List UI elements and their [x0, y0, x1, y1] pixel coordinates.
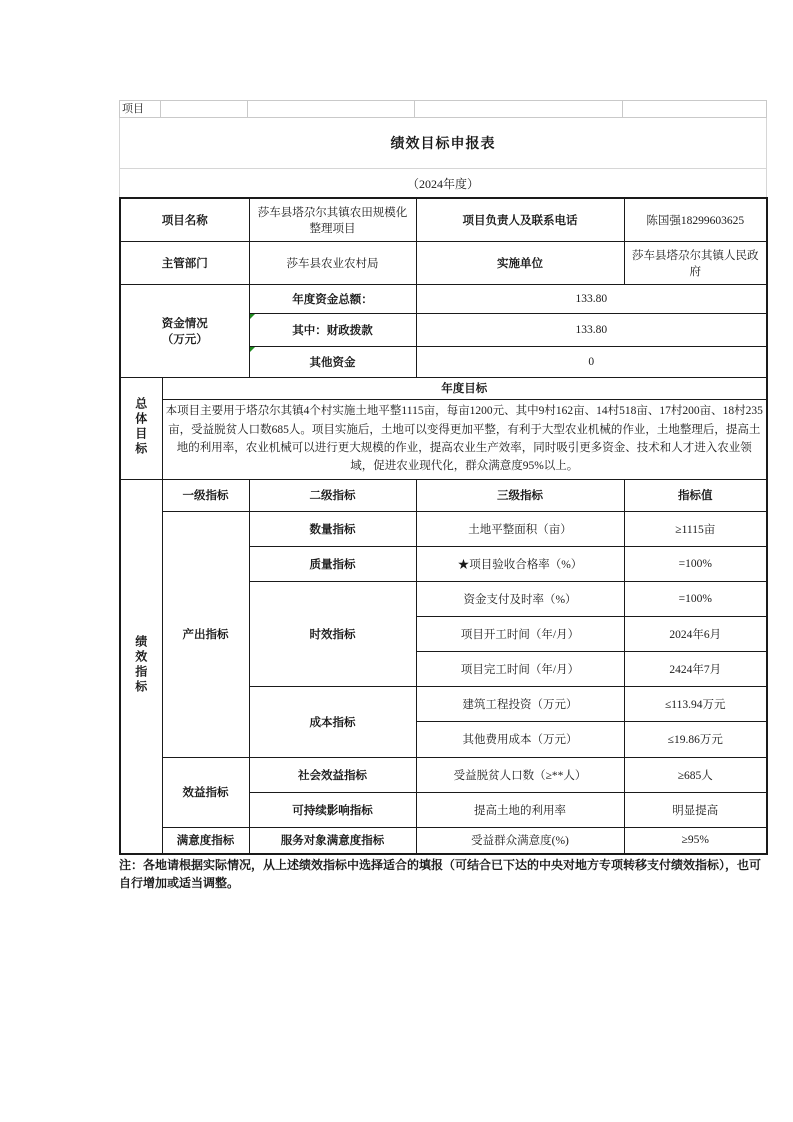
indicator-value: ≥1115亩 [624, 511, 767, 546]
table-row [120, 284, 767, 313]
col-header-level1: 一级指标 [162, 479, 249, 511]
annual-goal-header: 年度目标 [162, 377, 767, 399]
performance-target-table [119, 197, 768, 855]
level2-indicator: 可持续影响指标 [249, 792, 416, 827]
table-row [120, 198, 767, 241]
level3-indicator: 项目开工时间（年/月） [416, 616, 624, 651]
indicator-value: ≤19.86万元 [624, 721, 767, 757]
table-row [120, 399, 767, 479]
level2-indicator: 社会效益指标 [249, 757, 416, 792]
level1-satisfaction: 满意度指标 [162, 827, 249, 854]
level3-indicator: 资金支付及时率（%） [416, 581, 624, 616]
overall-goal-vertical-text: 总体目标 [133, 396, 148, 457]
top-row-empty-cell [161, 100, 248, 118]
indicator-value: 明显提高 [624, 792, 767, 827]
cell-flag-triangle [250, 347, 255, 352]
col-header-value: 指标值 [624, 479, 767, 511]
funding-fiscal-label-text: 其中：财政拨款 [292, 324, 373, 337]
level3-indicator: 受益群众满意度(%) [416, 827, 624, 854]
top-row-empty-cell [248, 100, 415, 118]
level3-indicator: 土地平整面积（亩） [416, 511, 624, 546]
funding-other-label [249, 346, 416, 377]
level2-indicator: 质量指标 [249, 546, 416, 581]
spreadsheet-top-row [119, 100, 767, 118]
indicator-value: =100% [624, 581, 767, 616]
level3-indicator: 建筑工程投资（万元） [416, 686, 624, 721]
level1-output: 产出指标 [162, 511, 249, 757]
dept-value: 莎车县农业农村局 [249, 241, 416, 284]
dept-label: 主管部门 [120, 241, 249, 284]
report-title: 绩效目标申报表 [390, 137, 496, 152]
level2-indicator: 服务对象满意度指标 [249, 827, 416, 854]
report-year: （2024年度） [406, 176, 479, 191]
annual-goal-text: 本项目主要用于塔尕尔其镇4个村实施土地平整1115亩，每亩1200元、其中9村162亩、14村518亩、17村200亩、18村235亩，受益脱贫人口数685人。项目实施后，土地可以变得更加平整，有利于大型农业机械的作业，土地整理后，提高土地的利用率，农业机械可以进行更大规模的作业，提高农业生产效率，同时吸引更多资金、技术和人才进入农业领域，促进农业现代化，群众满意度95%以上。 [162, 399, 767, 479]
level2-indicator: 成本指标 [249, 686, 416, 757]
funding-total-value: 133.80 [416, 284, 767, 313]
table-row [120, 241, 767, 284]
table-row [120, 827, 767, 854]
title-block [119, 118, 767, 168]
table-row [120, 479, 767, 511]
project-name-value: 莎车县塔尕尔其镇农田规模化整理项目 [249, 198, 416, 241]
table-row [120, 377, 767, 399]
level3-indicator: 提高土地的利用率 [416, 792, 624, 827]
col-header-level3: 三级指标 [416, 479, 624, 511]
leader-value: 陈国强18299603625 [624, 198, 767, 241]
project-name-label: 项目名称 [120, 198, 249, 241]
indicator-value: ≥95% [624, 827, 767, 854]
funding-other-value: 0 [416, 346, 767, 377]
level3-indicator: 其他费用成本（万元） [416, 721, 624, 757]
level2-indicator: 数量指标 [249, 511, 416, 546]
indicator-value: =100% [624, 546, 767, 581]
funding-fiscal-value: 133.80 [416, 313, 767, 346]
overall-goal-side-label [120, 377, 162, 479]
funding-fiscal-label [249, 313, 416, 346]
impl-label: 实施单位 [416, 241, 624, 284]
impl-value: 莎车县塔尕尔其镇人民政府 [624, 241, 767, 284]
funding-other-label-text: 其他资金 [309, 356, 356, 369]
funding-label [120, 284, 249, 377]
level3-indicator: 受益脱贫人口数（≥**人） [416, 757, 624, 792]
funding-label-line1: 资金情况 [161, 317, 208, 330]
indicator-value: ≤113.94万元 [624, 686, 767, 721]
top-row-project-label: 项目 [119, 100, 161, 118]
indicator-value: 2024年6月 [624, 616, 767, 651]
leader-label: 项目负责人及联系电话 [416, 198, 624, 241]
table-row [120, 511, 767, 546]
level3-indicator: 项目完工时间（年/月） [416, 651, 624, 686]
level1-benefit: 效益指标 [162, 757, 249, 827]
indicator-value: ≥685人 [624, 757, 767, 792]
cell-flag-triangle [250, 314, 255, 319]
funding-label-line2: （万元） [161, 333, 208, 346]
year-block [119, 168, 767, 197]
footer-note: 注：各地请根据实际情况，从上述绩效指标中选择适合的填报（可结合已下达的中央对地方专项转移支付绩效指标），也可自行增加或适当调整。 [119, 858, 762, 890]
indicators-side-label [120, 479, 162, 854]
level2-indicator: 时效指标 [249, 581, 416, 686]
table-row [120, 757, 767, 792]
top-row-empty-cell [623, 100, 767, 118]
level3-indicator: ★项目验收合格率（%） [416, 546, 624, 581]
funding-total-label: 年度资金总额： [249, 284, 416, 313]
top-row-empty-cell [415, 100, 623, 118]
indicators-vertical-text: 绩效指标 [133, 634, 148, 695]
col-header-level2: 二级指标 [249, 479, 416, 511]
indicator-value: 2424年7月 [624, 651, 767, 686]
